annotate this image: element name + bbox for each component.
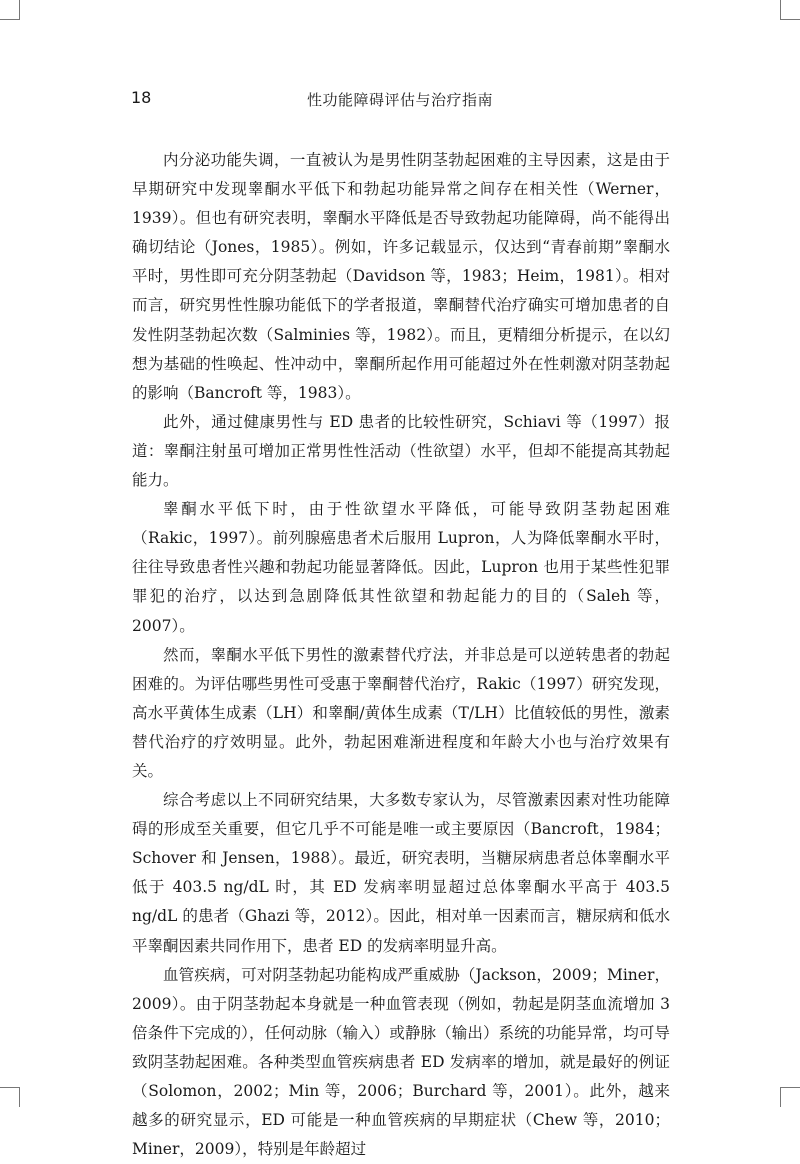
- paragraph: 内分泌功能失调，一直被认为是男性阴茎勃起困难的主导因素，这是由于早期研究中发现睾酮水平低下和勃起功能异常之间存在相关性（Werner，1939）。但也有研究表明，睾酮水平降低是否导致勃起功能障碍，尚不能得出确切结论（Jones，1985）。例如，许多记载显示，仅达到“青春前期”睾酮水平时，男性即可充分阴茎勃起（Davidson 等，1983；Heim，1981）。相对而言，研究男性性腺功能低下的学者报道，睾酮替代治疗确实可增加患者的自发性阴茎勃起次数（Salminies 等，1982）。而且，更精细分析提示，在以幻想为基础的性唤起、性冲动中，睾酮所起作用可能超过外在性刺激对阴茎勃起的影响（Bancroft 等，1983）。: [132, 151, 670, 402]
- running-title: 性功能障碍评估与治疗指南: [306, 91, 493, 109]
- paragraph: 然而，睾酮水平低下男性的激素替代疗法，并非总是可以逆转患者的勃起困难的。为评估哪些男性可受惠于睾酮替代治疗，Rakic（1997）研究发现，高水平黄体生成素（LH）和睾酮/黄体生成素（T/LH）比值较低的男性，激素替代治疗的疗效明显。此外，勃起困难渐进程度和年龄大小也与治疗效果有关。: [132, 645, 670, 780]
- paragraph: 综合考虑以上不同研究结果，大多数专家认为，尽管激素因素对性功能障碍的形成至关重要，但它几乎不可能是唯一或主要原因（Bancroft，1984；Schover 和 Jensen，1988）。最近，研究表明，当糖尿病患者总体睾酮水平低于 403.5 ng/dL 时，其 ED 发病率明显超过总体睾酮水平高于 403.5 ng/dL 的患者（Ghazi 等，2012）。因此，相对单一因素而言，糖尿病和低水平睾酮因素共同作用下，患者 ED 的发病率明显升高。: [132, 791, 670, 955]
- crop-mark: [19, 0, 20, 20]
- crop-mark: [780, 0, 781, 20]
- crop-mark: [780, 1087, 800, 1088]
- paragraph: 血管疾病，可对阴茎勃起功能构成严重威胁（Jackson，2009；Miner，2009）。由于阴茎勃起本身就是一种血管表现（例如，勃起是阴茎血流增加 3 倍条件下完成的），任何动脉（输入）或静脉（输出）系统的功能异常，均可导致阴茎勃起困难。各种类型血管疾病患者 ED 发病率的增加，就是最好的例证（Solomon，2002；Min 等，2006；Burchard 等，2001）。此外，越来越多的研究显示，ED 可能是一种血管疾病的早期症状（Chew 等，2010；Miner，2009），特别是年龄超过: [132, 965, 670, 1159]
- crop-mark: [780, 19, 800, 20]
- crop-mark: [0, 19, 20, 20]
- page-number: 18: [131, 88, 152, 107]
- crop-mark: [780, 1087, 781, 1107]
- paragraph: 睾酮水平低下时，由于性欲望水平降低，可能导致阴茎勃起困难（Rakic，1997）。前列腺癌患者术后服用 Lupron，人为降低睾酮水平时，往往导致患者性兴趣和勃起功能显著降低。因此，Lupron 也用于某些性犯罪罪犯的治疗，以达到急剧降低其性欲望和勃起能力的目的（Saleh 等，2007）。: [132, 500, 670, 635]
- body-text: [132, 146, 670, 1164]
- crop-mark: [19, 1087, 20, 1107]
- crop-mark: [0, 1087, 20, 1088]
- paragraph: 此外，通过健康男性与 ED 患者的比较性研究，Schiavi 等（1997）报道：睾酮注射虽可增加正常男性性活动（性欲望）水平，但却不能提高其勃起能力。: [132, 412, 670, 490]
- page-header: [0, 88, 800, 112]
